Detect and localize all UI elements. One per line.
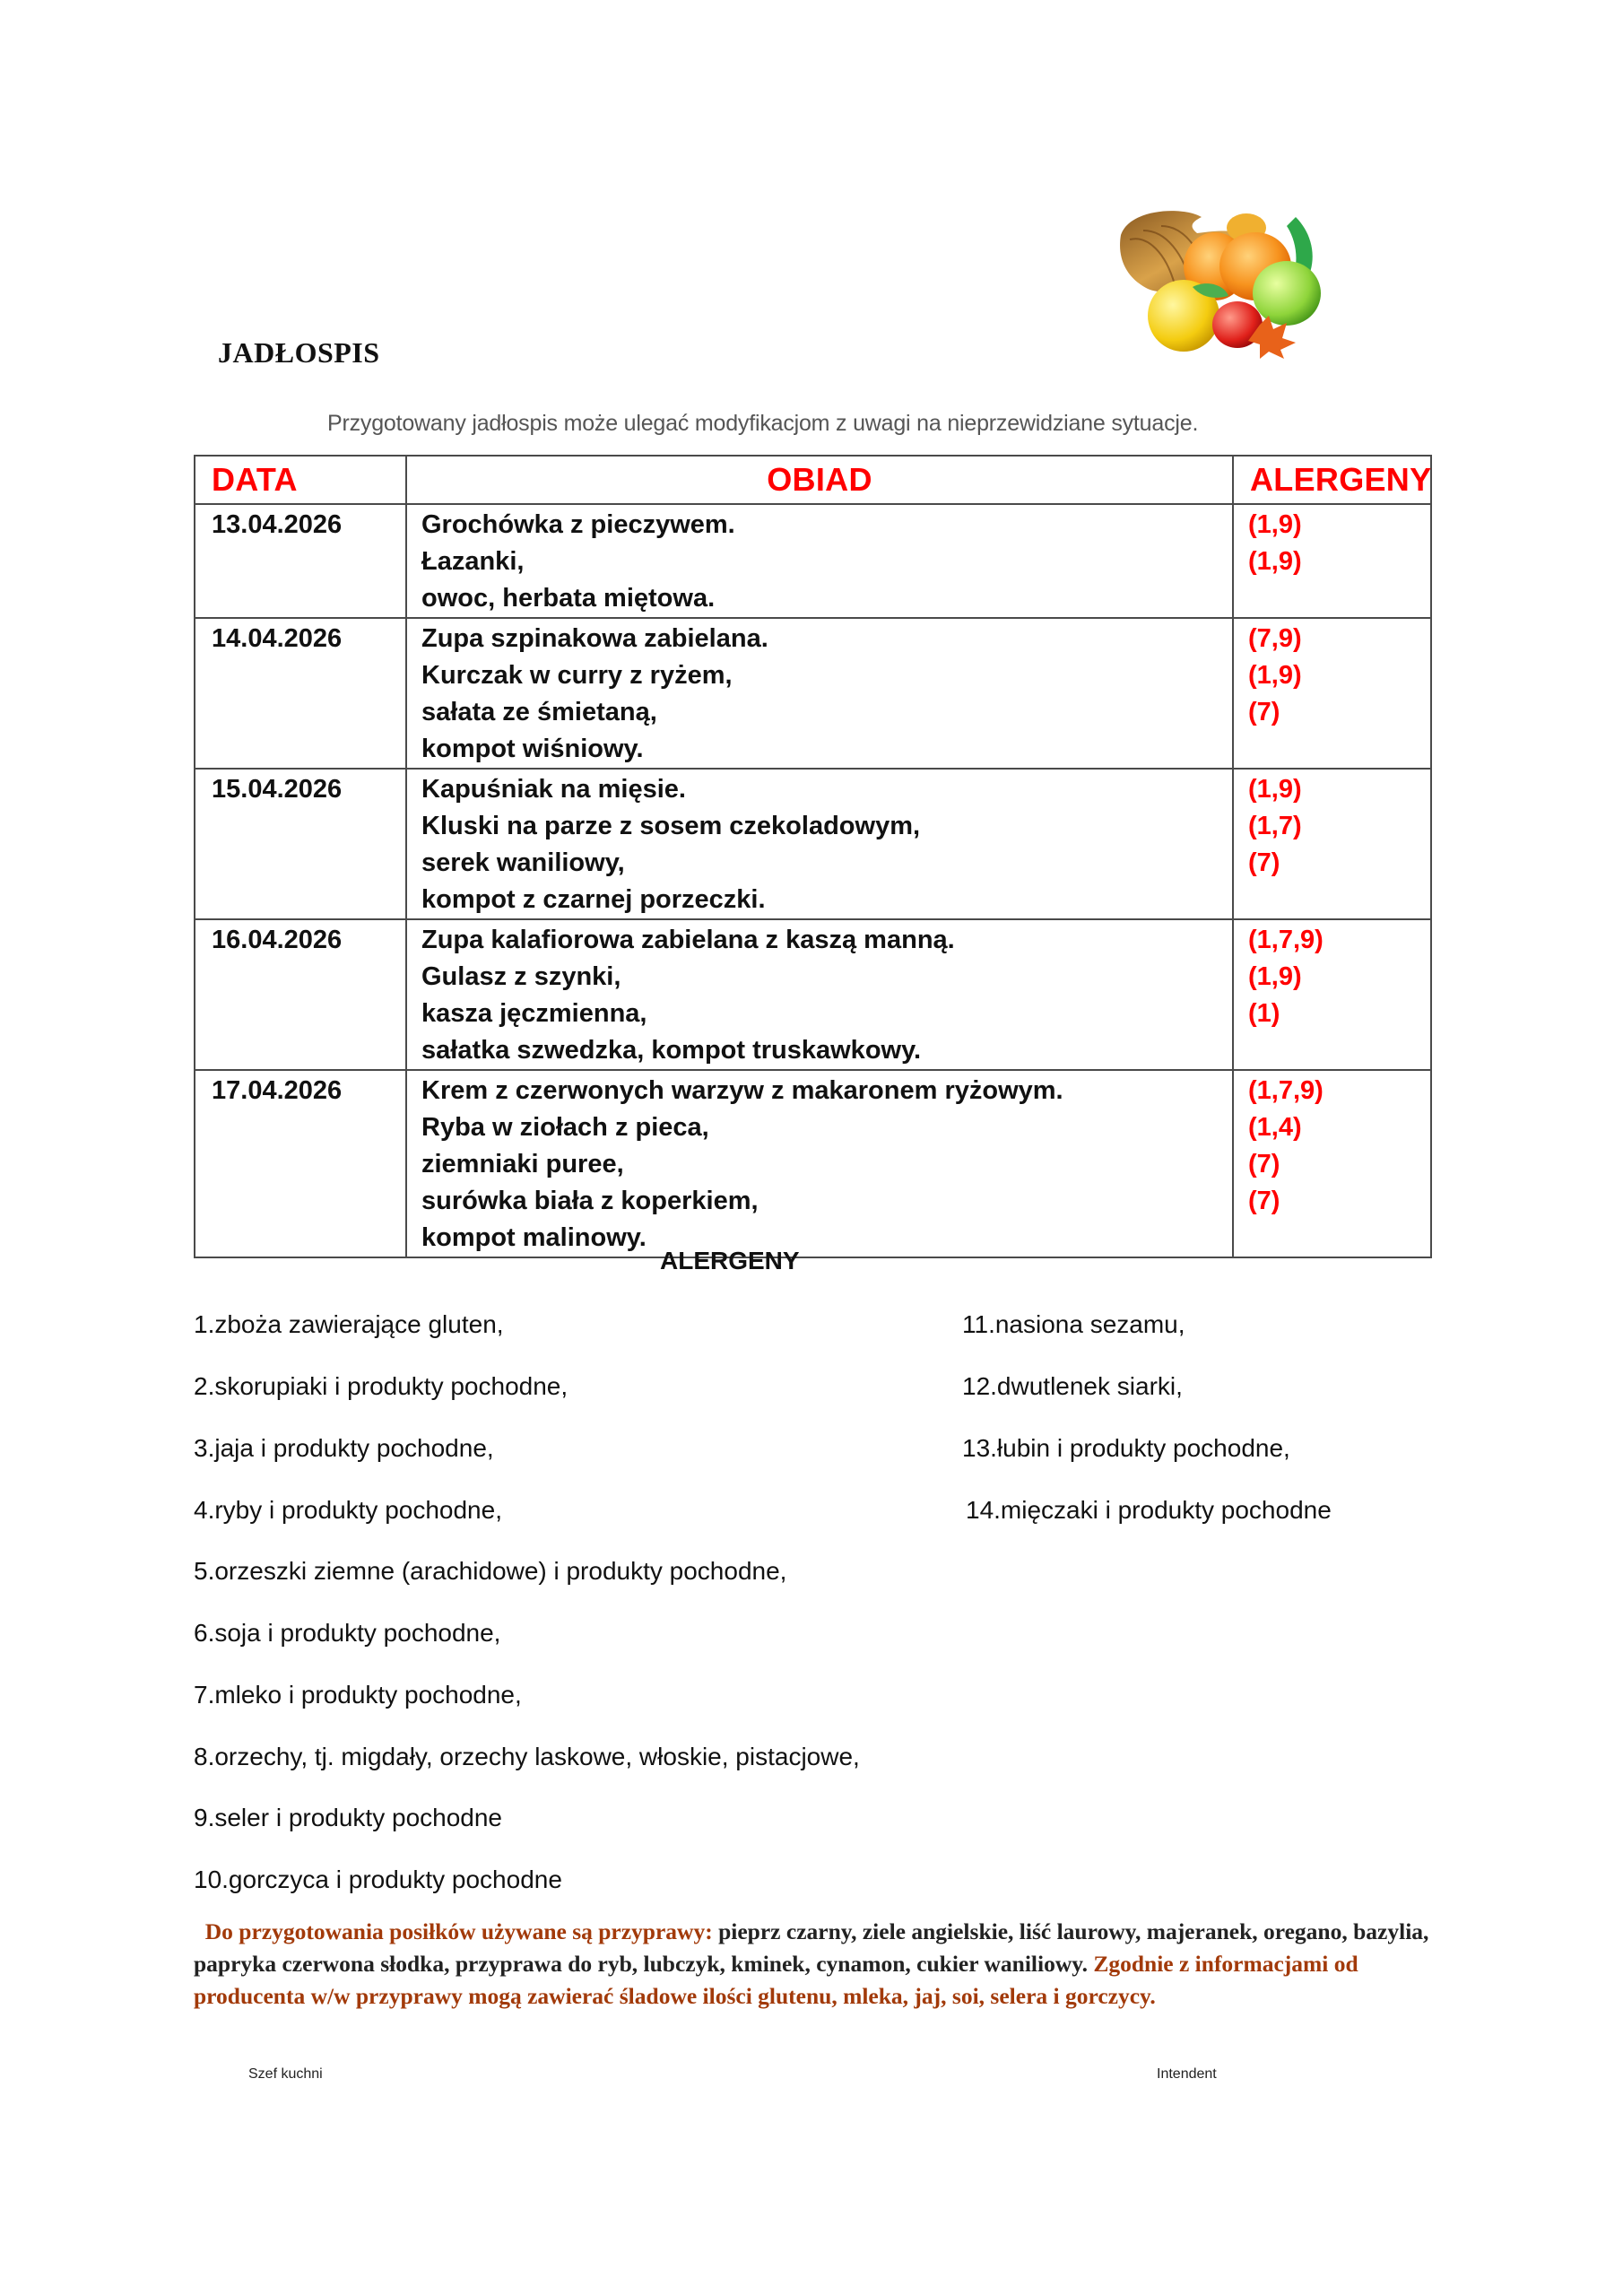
allergen-code: (1,7,9) xyxy=(1248,926,1324,954)
allergen-legend-item: 4.ryby i produkty pochodne, xyxy=(194,1496,502,1524)
allergen-legend-item: 11.nasiona sezamu, xyxy=(962,1310,1185,1338)
allergens-cell xyxy=(1233,919,1431,1070)
table-row xyxy=(195,919,1431,1070)
allergen-legend-item: 12.dwutlenek siarki, xyxy=(962,1372,1183,1400)
dish: owoc, herbata miętowa. xyxy=(421,584,716,613)
dish: Kapuśniak na mięsie. xyxy=(421,775,686,804)
page-title: JADŁOSPIS xyxy=(218,336,380,369)
column-header-allergens: ALERGENY xyxy=(1233,456,1431,504)
cornucopia-icon xyxy=(1112,199,1347,359)
dish: Grochówka z pieczywem. xyxy=(421,510,735,539)
allergens-cell xyxy=(1233,504,1431,618)
dish: sałatka szwedzka, kompot truskawkowy. xyxy=(421,1036,922,1065)
column-header-lunch: OBIAD xyxy=(406,456,1233,504)
allergen-legend-item: 10.gorczyca i produkty pochodne xyxy=(194,1866,562,1893)
allergens-cell xyxy=(1233,618,1431,769)
allergen-legend-item: 13.łubin i produkty pochodne, xyxy=(962,1434,1290,1462)
date-cell: 14.04.2026 xyxy=(195,618,406,769)
signature-steward: Intendent xyxy=(1157,2066,1217,2082)
allergen-legend-item: 7.mleko i produkty pochodne, xyxy=(194,1681,522,1709)
signature-chef: Szef kuchni xyxy=(248,2066,323,2082)
date-cell: 15.04.2026 xyxy=(195,769,406,919)
dish: Zupa szpinakowa zabielana. xyxy=(421,624,768,653)
lunch-cell xyxy=(406,618,1233,769)
dish: ziemniaki puree, xyxy=(421,1150,624,1178)
allergen-code: (1,9) xyxy=(1248,962,1302,991)
allergen-legend-item: 3.jaja i produkty pochodne, xyxy=(194,1434,494,1462)
dish: kompot z czarnej porzeczki. xyxy=(421,885,766,914)
date-cell: 17.04.2026 xyxy=(195,1070,406,1257)
table-row xyxy=(195,1070,1431,1257)
allergen-legend-item: 5.orzeszki ziemne (arachidowe) i produkty pochodne, xyxy=(194,1557,787,1585)
dish: Krem z czerwonych warzyw z makaronem ryżowym. xyxy=(421,1076,1063,1105)
table-row xyxy=(195,769,1431,919)
dish: Gulasz z szynki, xyxy=(421,962,621,991)
lunch-cell xyxy=(406,919,1233,1070)
table-header-row xyxy=(195,456,1431,504)
allergen-legend-item: 8.orzechy, tj. migdały, orzechy laskowe, włoskie, pistacjowe, xyxy=(194,1743,860,1770)
allergens-legend-heading: ALERGENY xyxy=(660,1247,800,1274)
allergen-code: (7) xyxy=(1248,848,1280,877)
table-row xyxy=(195,618,1431,769)
date-cell: 16.04.2026 xyxy=(195,919,406,1070)
lunch-cell xyxy=(406,1070,1233,1257)
allergen-legend-item: 6.soja i produkty pochodne, xyxy=(194,1619,501,1647)
lunch-cell xyxy=(406,769,1233,919)
menu-table xyxy=(194,455,1432,1258)
allergen-code: (1,7) xyxy=(1248,812,1302,840)
dish: kompot wiśniowy. xyxy=(421,735,644,763)
allergen-legend-item: 1.zboża zawierające gluten, xyxy=(194,1310,504,1338)
allergen-code: (7) xyxy=(1248,1150,1280,1178)
dish: Kurczak w curry z ryżem, xyxy=(421,661,733,690)
allergens-cell xyxy=(1233,1070,1431,1257)
dish: kompot malinowy. xyxy=(421,1223,647,1252)
page-subtitle: Przygotowany jadłospis może ulegać modyfikacjom z uwagi na nieprzewidziane sytuacje. xyxy=(327,411,1199,436)
allergen-code: (1) xyxy=(1248,999,1280,1028)
dish: sałata ze śmietaną, xyxy=(421,698,657,726)
dish: surówka biała z koperkiem, xyxy=(421,1187,759,1215)
allergens-cell xyxy=(1233,769,1431,919)
allergen-code: (1,7,9) xyxy=(1248,1076,1324,1105)
allergen-code: (1,9) xyxy=(1248,510,1302,539)
allergen-code: (1,9) xyxy=(1248,547,1302,576)
dish: Kluski na parze z sosem czekoladowym, xyxy=(421,812,921,840)
allergen-code: (1,4) xyxy=(1248,1113,1302,1142)
column-header-date: DATA xyxy=(195,456,406,504)
allergen-code: (1,9) xyxy=(1248,775,1302,804)
dish: kasza jęczmienna, xyxy=(421,999,647,1028)
allergen-legend-item: 9.seler i produkty pochodne xyxy=(194,1804,502,1831)
allergen-legend-item: 2.skorupiaki i produkty pochodne, xyxy=(194,1372,568,1400)
table-row xyxy=(195,504,1431,618)
dish: serek waniliowy, xyxy=(421,848,625,877)
allergen-code: (7) xyxy=(1248,1187,1280,1215)
allergen-code: (1,9) xyxy=(1248,661,1302,690)
lunch-cell xyxy=(406,504,1233,618)
allergen-legend-item: 14.mięczaki i produkty pochodne xyxy=(966,1496,1332,1524)
dish: Ryba w ziołach z pieca, xyxy=(421,1113,709,1142)
dish: Łazanki, xyxy=(421,547,525,576)
allergen-code: (7,9) xyxy=(1248,624,1302,653)
dish: Zupa kalafiorowa zabielana z kaszą manną. xyxy=(421,926,955,954)
date-cell: 13.04.2026 xyxy=(195,504,406,618)
spices-note xyxy=(194,1916,1449,2013)
spices-intro: Do przygotowania posiłków używane są przyprawy: xyxy=(204,1918,713,1944)
spices-list: pieprz czarny, ziele angielskie, liść laurowy, majeranek, oregano, bazylia, papryka czerwona słodka, przyprawa do ryb, lubczyk, kminek, cynamon, cukier waniliowy. xyxy=(194,1918,1429,1977)
spices-warning: Zgodnie z informacjami od producenta w/w przyprawy mogą zawierać śladowe ilości glutenu, mleka, jaj, soi, selera i gorczycy. xyxy=(194,1951,1358,2009)
allergen-code: (7) xyxy=(1248,698,1280,726)
